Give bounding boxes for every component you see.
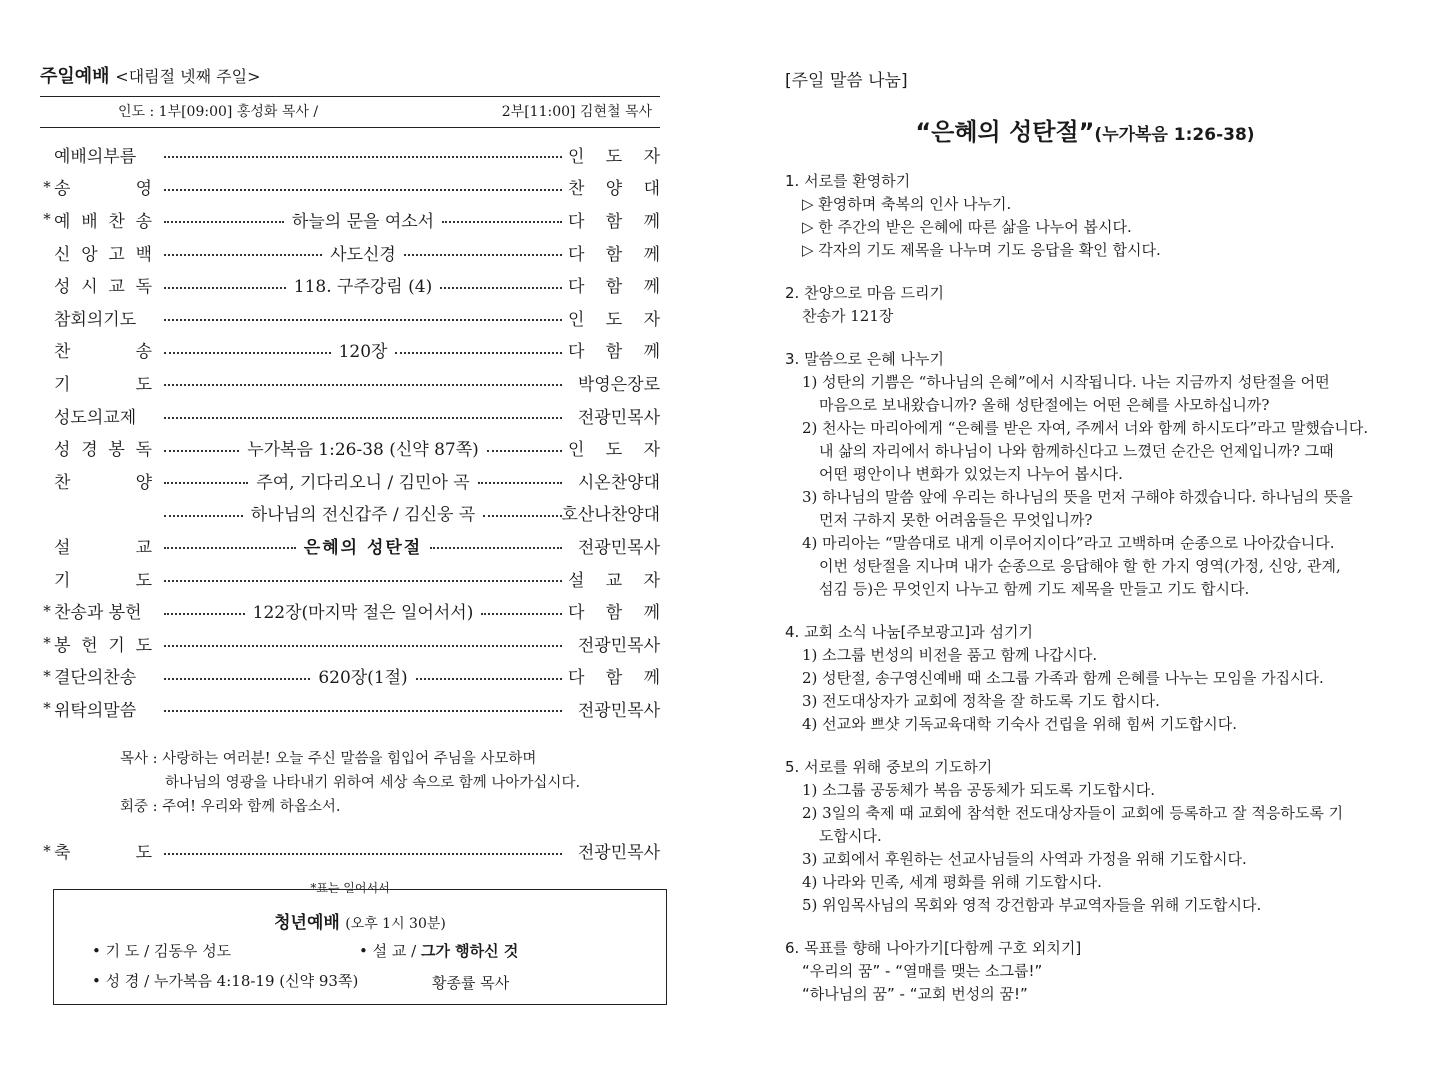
- standing-mark: *: [43, 634, 51, 653]
- order-item-person: [568, 240, 660, 265]
- section-line: 도합시다.: [819, 827, 882, 845]
- section-heading: 1. 서로를 환영하기: [785, 172, 911, 190]
- order-item-content: 118. 구주강림 (4): [293, 277, 433, 298]
- section-line: 1) 성탄의 기쁨은 “하나님의 은혜”에서 시작됩니다. 나는 지금까지 성탄절을 어떤: [802, 373, 1330, 391]
- order-item-name-char: 봉: [54, 635, 71, 656]
- standing-mark: *: [43, 666, 51, 685]
- order-item-filler: [164, 150, 562, 158]
- section-line: 4) 마리아는 “말씀대로 내게 이루어지이다”라고 고백하며 순종으로 나아갔습니다.: [802, 534, 1335, 552]
- order-item-name: [54, 403, 158, 428]
- youth-preacher: 황종률 목사: [432, 974, 510, 992]
- order-item-name-char: 도: [135, 570, 152, 591]
- dot-leader: [164, 221, 284, 223]
- order-row: [40, 399, 660, 432]
- section-heading: 3. 말씀으로 은혜 나누기: [785, 350, 945, 368]
- order-item-person-char: 자: [643, 146, 660, 167]
- order-item-name: [54, 370, 158, 395]
- dot-leader: [440, 287, 562, 289]
- order-item-person-char: 인: [568, 440, 585, 461]
- standing-mark: *: [43, 177, 51, 196]
- dot-leader: [164, 352, 331, 354]
- dot-leader: [164, 189, 562, 191]
- sermon-sharing-page: [785, 66, 1385, 1006]
- order-item-name-char: 기: [108, 635, 125, 656]
- order-row: [40, 529, 660, 562]
- leader-second-service: 2부[11:00] 김현철 목사: [501, 104, 652, 120]
- sharing-section: [785, 348, 1385, 601]
- order-item-person-char: 전광민목사: [577, 635, 660, 656]
- section-line: 5) 위임목사님의 목회와 영적 강건함과 부교역자들을 위해 기도합시다.: [802, 896, 1262, 914]
- order-row: [40, 464, 660, 497]
- dot-leader: [164, 853, 562, 855]
- dot-leader: [164, 515, 243, 517]
- order-item-filler: [164, 574, 562, 582]
- dot-leader: [164, 580, 562, 582]
- order-item-person: [568, 337, 660, 362]
- order-of-worship: [40, 138, 660, 725]
- benediction-row: [40, 835, 660, 868]
- order-item-person-char: 함: [605, 668, 623, 689]
- order-item-name-char: 봉: [108, 440, 125, 461]
- order-item-name: [54, 838, 158, 863]
- order-row: [40, 627, 660, 660]
- dot-leader: [483, 515, 562, 517]
- order-item-filler: [164, 435, 562, 460]
- order-item-person-char: 께: [643, 244, 660, 265]
- section-line: 내 삶의 자리에서 하나님이 나와 함께하신다고 느꼈던 순간은 언제입니까? 그때: [819, 442, 1334, 460]
- order-item-filler: [164, 183, 562, 191]
- section-line: “하나님의 꿈” - “교회 번성의 꿈!”: [802, 985, 1028, 1003]
- order-item-name: [54, 663, 158, 688]
- order-item-name-char: 교: [108, 277, 125, 298]
- order-row: [40, 203, 660, 236]
- section-line: 섬김 등)은 무엇인지 나누고 함께 기도 제목을 만들고 기도 합시다.: [819, 580, 1250, 598]
- order-item-person-char: 도: [605, 146, 623, 167]
- order-item-person-char: 시온찬양대: [577, 472, 660, 493]
- section-line: 찬송가 121장: [802, 307, 894, 325]
- order-item-name: [54, 142, 158, 167]
- order-item-name-char: 시: [81, 277, 98, 298]
- order-item-person-char: 다: [568, 277, 585, 298]
- section-heading: 4. 교회 소식 나눔[주보광고]과 섬기기: [785, 623, 1033, 641]
- order-item-filler: [164, 704, 562, 712]
- order-item-name-char: 앙: [81, 244, 98, 265]
- order-item-person: [568, 533, 660, 558]
- order-row: [40, 268, 660, 301]
- section-line: ▷ 각자의 기도 제목을 나누며 기도 응답을 확인 합시다.: [802, 241, 1161, 259]
- order-item-filler: [164, 663, 562, 688]
- order-item-name: [54, 337, 158, 362]
- order-item-person-char: 호산나찬양대: [561, 505, 660, 526]
- dot-leader: [395, 352, 562, 354]
- dot-leader: [164, 645, 562, 647]
- order-item-content: 사도신경: [330, 244, 396, 265]
- youth-sermon: [359, 940, 518, 961]
- dot-leader: [164, 254, 322, 256]
- order-item-filler: [164, 240, 562, 265]
- section-line: 3) 하나님의 말씀 앞에 우리는 하나님의 뜻을 먼저 구해야 하겠습니다. 하나님의 뜻을: [802, 488, 1353, 506]
- youth-time: (오후 1시 30분): [345, 916, 446, 932]
- leaders-line: [40, 96, 660, 128]
- sharing-section: [785, 937, 1385, 1006]
- order-item-person: [568, 663, 660, 688]
- order-item-name-char: 독: [135, 440, 152, 461]
- sharing-title-main: “은혜의 성탄절”: [915, 118, 1095, 146]
- order-item-name: [54, 631, 158, 656]
- dot-leader: [481, 613, 562, 615]
- order-item-name: [54, 696, 158, 721]
- order-item-name-char: 예배의부름: [54, 146, 137, 167]
- order-item-name-char: 송: [135, 211, 152, 232]
- sharing-section: [785, 170, 1385, 262]
- dot-leader: [164, 417, 562, 419]
- order-item-content: 주여, 기다리오니 / 김민아 곡: [256, 472, 470, 493]
- order-item-person-char: 전광민목사: [577, 537, 660, 558]
- order-item-name-char: 신: [54, 244, 71, 265]
- standing-footnote: *표는 일어서서: [310, 881, 390, 896]
- section-line: 2) 천사는 마리아에게 “은혜를 받은 자여, 주께서 너와 함께 하시도다”라고 말했습니다.: [802, 419, 1369, 437]
- order-item-person: [568, 468, 660, 493]
- order-item-person-char: 교: [605, 570, 623, 591]
- order-item-person: [568, 403, 660, 428]
- order-row: [40, 835, 660, 868]
- dot-leader: [404, 254, 562, 256]
- order-row: [40, 301, 660, 334]
- worship-title-main: 주일예배: [40, 66, 110, 87]
- order-item-name-char: 성도의교제: [54, 407, 137, 428]
- order-item-name-char: 배: [81, 211, 98, 232]
- order-item-person: [568, 598, 660, 623]
- section-line: 이번 성탄절을 지나며 내가 순종으로 응답해야 할 한 가지 영역(가정, 신앙, 관계,: [819, 557, 1341, 575]
- order-item-person-char: 께: [643, 211, 660, 232]
- order-item-person-char: 전광민목사: [577, 407, 660, 428]
- order-item-person-char: 전광민목사: [577, 700, 660, 721]
- order-item-name-char: 성: [54, 277, 71, 298]
- sharing-section: [785, 756, 1385, 917]
- order-item-name-char: 백: [135, 244, 152, 265]
- section-line: 마음으로 보내왔습니까? 올해 성탄절에는 어떤 은혜를 사모하십니까?: [819, 396, 1270, 414]
- order-item-person-char: 양: [605, 179, 623, 200]
- section-line: 어떤 평안이나 변화가 있었는지 나누어 봅시다.: [819, 465, 1123, 483]
- order-item-person: [568, 631, 660, 656]
- order-item-person-char: 다: [568, 668, 585, 689]
- section-line: 3) 교회에서 후원하는 선교사님들의 사역과 가정을 위해 기도합시다.: [802, 850, 1247, 868]
- order-item-filler: [164, 598, 562, 623]
- order-item-person-char: 함: [605, 603, 623, 624]
- order-item-name-char: 성: [54, 440, 71, 461]
- order-item-filler: [164, 468, 562, 493]
- order-item-name-char: 도: [135, 374, 152, 395]
- order-item-person: [568, 272, 660, 297]
- order-item-person-char: 찬: [568, 179, 585, 200]
- order-item-name: [54, 435, 158, 460]
- order-item-name: [54, 207, 158, 232]
- order-item-person-char: 함: [605, 277, 623, 298]
- sharing-section: [785, 282, 1385, 328]
- section-line: 2) 3일의 축제 때 교회에 참석한 전도대상자들이 교회에 등록하고 잘 적응하도록 기: [802, 804, 1344, 822]
- dot-leader: [478, 482, 562, 484]
- order-item-person-char: 다: [568, 603, 585, 624]
- order-item-content: 122장(마지막 절은 일어서서): [252, 603, 474, 624]
- order-row: [40, 497, 660, 530]
- order-item-person-char: 께: [643, 342, 660, 363]
- order-item-person-char: 함: [605, 211, 623, 232]
- order-row: [40, 236, 660, 269]
- section-heading: 6. 목표를 향해 나아가기[다함께 구호 외치기]: [785, 939, 1082, 957]
- section-heading: 2. 찬양으로 마음 드리기: [785, 284, 945, 302]
- order-item-name-char: 도: [135, 843, 152, 864]
- youth-title-main: 청년예배: [274, 913, 340, 933]
- order-item-filler: [164, 500, 562, 525]
- order-item-person-char: 다: [568, 342, 585, 363]
- order-item-name-char: 양: [135, 472, 152, 493]
- order-item-filler: [164, 207, 562, 232]
- order-item-person: [568, 435, 660, 460]
- dot-leader: [164, 710, 562, 712]
- order-item-name: [54, 598, 158, 623]
- order-item-content: 하나님의 전신갑주 / 김신웅 곡: [250, 505, 476, 526]
- order-item-person-char: 다: [568, 211, 585, 232]
- order-item-filler: [164, 313, 562, 321]
- order-item-name-char: 찬송과 봉헌: [54, 603, 142, 624]
- order-item-person-char: 인: [568, 146, 585, 167]
- order-item-filler: [164, 847, 562, 855]
- order-item-person-char: 께: [643, 277, 660, 298]
- order-item-name-char: 찬: [108, 211, 125, 232]
- sharing-header: [주일 말씀 나눔]: [785, 71, 908, 91]
- order-item-person: [568, 174, 660, 199]
- order-item-content: 은혜의 성탄절: [303, 537, 423, 558]
- order-row: [40, 138, 660, 171]
- standing-mark: *: [43, 841, 51, 860]
- order-item-name-char: 송: [135, 342, 152, 363]
- order-item-person: [568, 370, 660, 395]
- order-item-person: [568, 305, 660, 330]
- youth-scripture: • 성 경 / 누가복음 4:18-19 (신약 93쪽): [92, 972, 359, 990]
- order-item-name-char: 결단의찬송: [54, 668, 137, 689]
- order-item-person: [568, 566, 660, 591]
- order-item-content: 하늘의 문을 여소서: [291, 211, 435, 232]
- order-item-filler: [164, 337, 562, 362]
- order-item-filler: [164, 378, 562, 386]
- congregation-line: 회중 : 주여! 우리와 함께 하옵소서.: [120, 798, 341, 815]
- youth-worship-box: [53, 889, 667, 1005]
- order-item-person: [568, 207, 660, 232]
- section-line: 3) 전도대상자가 교회에 정착을 잘 하도록 기도 합시다.: [802, 692, 1160, 710]
- youth-prayer: • 기 도 / 김동우 성도: [92, 942, 232, 960]
- dot-leader: [164, 613, 245, 615]
- worship-title-sub: <대림절 넷째 주일>: [115, 67, 261, 86]
- order-item-content: 620장(1절): [318, 668, 408, 689]
- standing-mark: *: [43, 699, 51, 718]
- order-item-name-char: 교: [135, 537, 152, 558]
- order-row: [40, 594, 660, 627]
- order-item-name-char: 찬: [54, 472, 71, 493]
- order-item-person-char: 자: [643, 440, 660, 461]
- order-item-person: [561, 500, 660, 526]
- order-item-person: [568, 838, 660, 863]
- order-item-person-char: 박영은장로: [577, 374, 660, 395]
- dot-leader: [442, 221, 562, 223]
- section-line: 1) 소그룹 번성의 비전을 품고 함께 나갑시다.: [802, 646, 1098, 664]
- order-item-person-char: 께: [643, 668, 660, 689]
- youth-title: [54, 908, 666, 933]
- dot-leader: [164, 156, 562, 158]
- section-line: 2) 성탄절, 송구영신예배 때 소그룹 가족과 함께 은혜를 나누는 모임을 가집시다.: [802, 669, 1324, 687]
- order-item-name-char: 헌: [81, 635, 98, 656]
- order-item-person-char: 다: [568, 244, 585, 265]
- order-item-name: [54, 566, 158, 591]
- order-item-name: [54, 240, 158, 265]
- standing-mark: *: [43, 210, 51, 229]
- order-item-person-char: 께: [643, 603, 660, 624]
- order-row: [40, 562, 660, 595]
- order-item-name: [54, 533, 158, 558]
- dot-leader: [164, 450, 239, 452]
- section-line: ▷ 한 주간의 받은 은혜에 따른 삶을 나누어 봅시다.: [802, 218, 1132, 236]
- sharing-sections: [785, 170, 1385, 1006]
- order-item-name-char: 도: [135, 635, 152, 656]
- order-item-name: [54, 272, 158, 297]
- order-item-person-char: 설: [568, 570, 585, 591]
- dot-leader: [487, 450, 562, 452]
- order-item-person-char: 인: [568, 309, 585, 330]
- section-line: ▷ 환영하며 축복의 인사 나누기.: [802, 195, 1012, 213]
- pastor-line-1: 목사 : 사랑하는 여러분! 오늘 주신 말씀을 힘입어 주님을 사모하며: [120, 750, 537, 767]
- dot-leader: [164, 547, 296, 549]
- worship-title: [40, 62, 660, 92]
- leader-first-service: 인도 : 1부[09:00] 홍성화 목사 /: [118, 104, 319, 120]
- order-item-person-char: 함: [605, 342, 623, 363]
- pastor-line-2: 하나님의 영광을 나타내기 위하여 세상 속으로 함께 나아가십시다.: [165, 774, 581, 791]
- order-row: [40, 334, 660, 367]
- order-row: [40, 171, 660, 204]
- standing-mark: *: [43, 601, 51, 620]
- order-item-name-char: 경: [81, 440, 98, 461]
- order-item-filler: [164, 533, 562, 558]
- order-item-name: [54, 174, 158, 199]
- order-item-person-char: 자: [643, 309, 660, 330]
- order-item-person-char: 함: [605, 244, 623, 265]
- order-item-content: 120장: [338, 342, 388, 363]
- section-line: 1) 소그룹 공동체가 복음 공동체가 되도록 기도합시다.: [802, 781, 1156, 799]
- order-item-name-char: 예: [54, 211, 71, 232]
- section-line: 4) 나라와 민족, 세계 평화를 위해 기도합시다.: [802, 873, 1102, 891]
- order-row: [40, 692, 660, 725]
- section-line: 4) 선교와 쁘샷 기독교육대학 기숙사 건립을 위해 힘써 기도합시다.: [802, 715, 1238, 733]
- order-item-filler: [164, 272, 562, 297]
- order-item-filler: [164, 411, 562, 419]
- order-item-name: [54, 468, 158, 493]
- dot-leader: [164, 678, 310, 680]
- dot-leader: [164, 287, 286, 289]
- benediction-dialogue: [120, 747, 660, 819]
- order-row: [40, 660, 660, 693]
- order-item-name-char: 고: [108, 244, 125, 265]
- order-item-filler: [164, 639, 562, 647]
- order-item-person-char: 대: [643, 179, 660, 200]
- worship-order-page: [40, 62, 660, 896]
- youth-sermon-label: • 설 교 /: [359, 942, 421, 960]
- dot-leader: [164, 319, 562, 321]
- youth-sermon-title: 그가 행하신 것: [420, 942, 519, 960]
- dot-leader: [416, 678, 562, 680]
- order-item-person: [568, 696, 660, 721]
- order-item-name-char: 영: [135, 179, 152, 200]
- order-item-person-char: 도: [605, 309, 623, 330]
- order-item-name-char: 설: [54, 537, 71, 558]
- sharing-title: [785, 112, 1385, 152]
- order-item-name-char: 기: [54, 374, 71, 395]
- dot-leader: [430, 547, 562, 549]
- order-item-name-char: 위탁의말씀: [54, 700, 137, 721]
- dot-leader: [164, 384, 562, 386]
- order-item-name-char: 찬: [54, 342, 71, 363]
- order-item-person-char: 전광민목사: [577, 843, 660, 864]
- dot-leader: [164, 482, 248, 484]
- order-row: [40, 366, 660, 399]
- order-item-name-char: 참회의기도: [54, 309, 137, 330]
- sharing-section: [785, 621, 1385, 736]
- order-row: [40, 431, 660, 464]
- order-item-name-char: 기: [54, 570, 71, 591]
- order-item-content: 누가복음 1:26-38 (신약 87쪽): [247, 440, 479, 461]
- sharing-title-ref: (누가복음 1:26-38): [1094, 125, 1255, 145]
- order-item-person-char: 도: [605, 440, 623, 461]
- section-heading: 5. 서로를 위해 중보의 기도하기: [785, 758, 993, 776]
- order-item-name-char: 축: [54, 843, 71, 864]
- section-line: 먼저 구하지 못한 어려움들은 무엇입니까?: [819, 511, 1093, 529]
- order-item-name: [54, 305, 158, 330]
- order-item-person: [568, 142, 660, 167]
- section-line: “우리의 꿈” - “열매를 맺는 소그룹!”: [802, 962, 1043, 980]
- order-item-name-char: 독: [135, 277, 152, 298]
- order-item-person-char: 자: [643, 570, 660, 591]
- order-item-name-char: 송: [54, 179, 71, 200]
